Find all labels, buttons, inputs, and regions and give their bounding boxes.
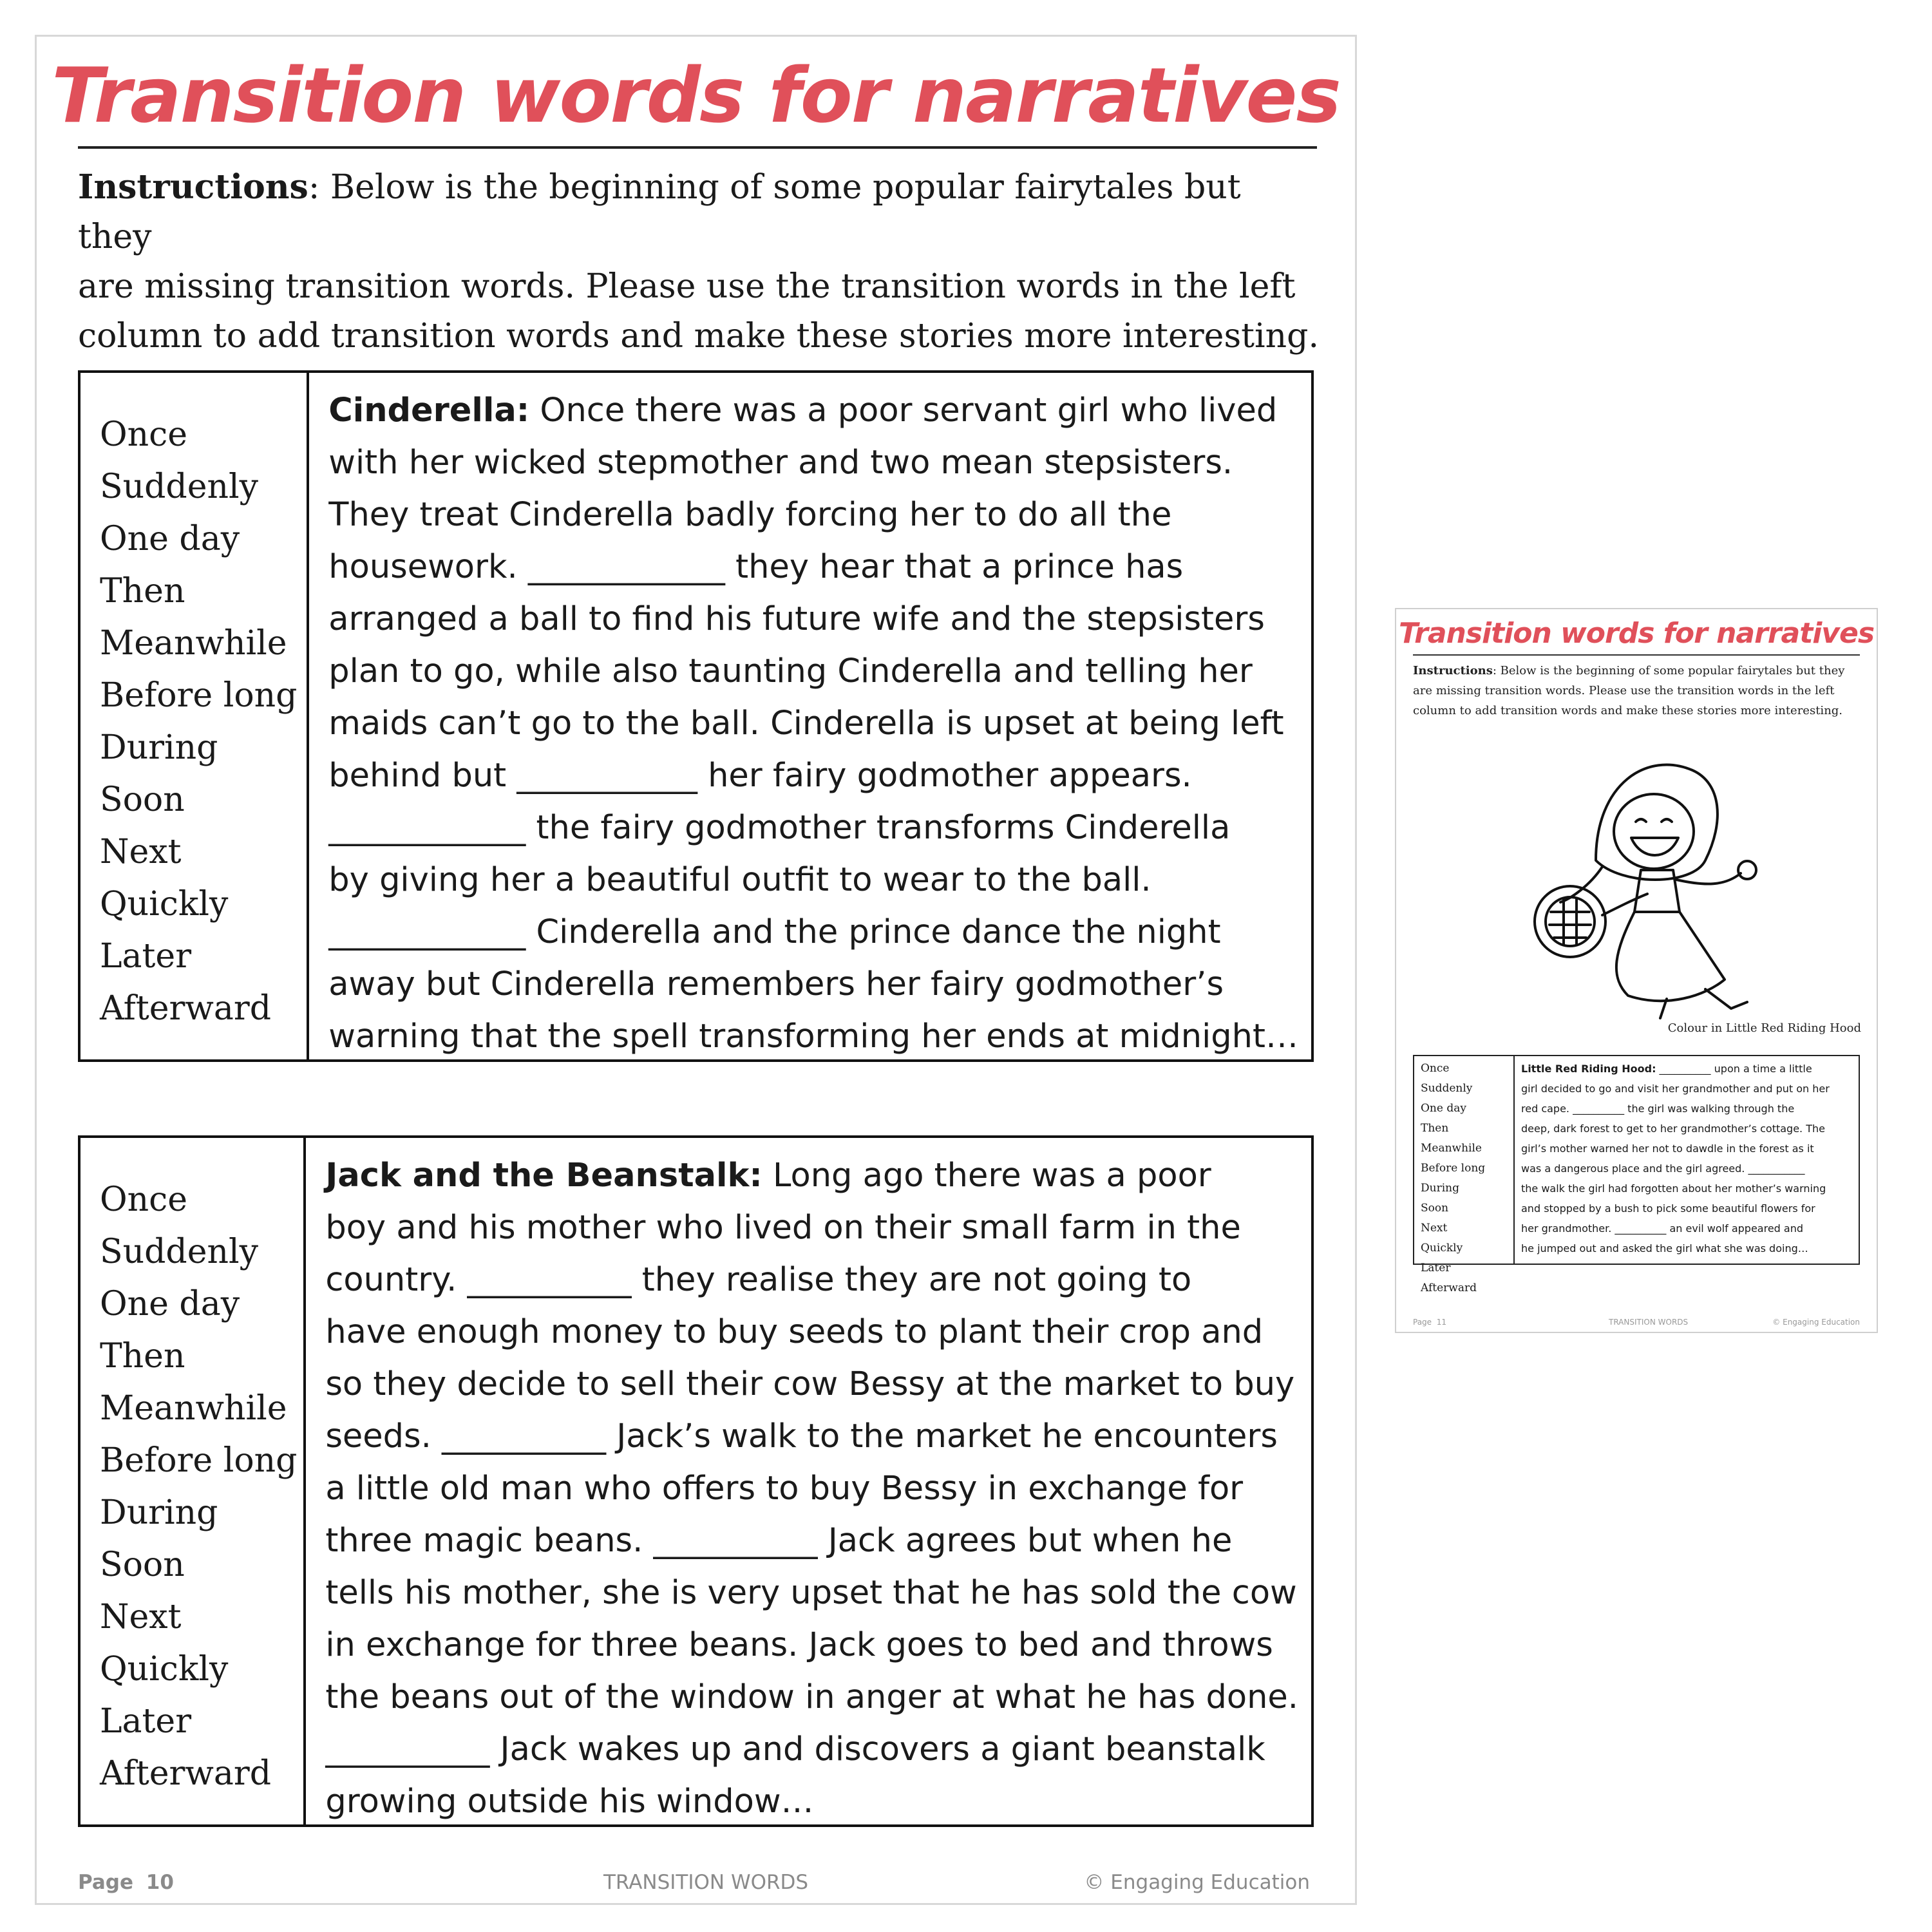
thumbnail-instructions-line: column to add transition words and make these stories more interesting. xyxy=(1413,704,1843,717)
story-line: deep, dark forest to get to her grandmother’s cottage. The xyxy=(1521,1122,1825,1135)
transition-word: Once xyxy=(1421,1062,1450,1075)
transition-word: One day xyxy=(100,520,240,558)
thumbnail-instructions xyxy=(1413,661,1864,721)
story-line: by giving her a beautiful outfit to wear to the ball. xyxy=(328,861,1151,899)
thumbnail-title: Transition words for narratives xyxy=(1398,617,1875,650)
story-line: girl’s mother warned her not to dawdle in the forest as it xyxy=(1521,1142,1814,1155)
transition-word: Next xyxy=(100,1598,182,1636)
thumbnail-footer-copyright: © Engaging Education xyxy=(1772,1318,1860,1327)
thumbnail-instructions-line: are missing transition words. Please use the transition words in the left xyxy=(1413,684,1835,697)
story-line: have enough money to buy seeds to plant their crop and xyxy=(325,1313,1264,1351)
thumbnail-instructions-line: : Below is the beginning of some popular fairytales but they xyxy=(1492,664,1845,677)
thumbnail-table xyxy=(1413,1055,1860,1294)
transition-word: One day xyxy=(1421,1102,1466,1115)
story-line: ____________ the fairy godmother transforms Cinderella xyxy=(328,809,1231,847)
footer-section: TRANSITION WORDS xyxy=(603,1871,809,1894)
thumbnail-footer-section: TRANSITION WORDS xyxy=(1609,1318,1689,1327)
beanstalk-table xyxy=(78,1135,1314,1827)
story-line: he jumped out and asked the girl what she was doing… xyxy=(1521,1242,1808,1255)
story-line: warning that the spell transforming her ends at midnight… xyxy=(328,1018,1298,1056)
footer-copyright: © Engaging Education xyxy=(1084,1871,1310,1894)
transition-word: Meanwhile xyxy=(100,624,287,663)
transition-word: Soon xyxy=(1421,1202,1449,1215)
transition-word: Quickly xyxy=(100,885,229,923)
story-line: so they decide to sell their cow Bessy at the market to buy xyxy=(325,1365,1295,1403)
instructions-line: : Below is the beginning of some popular fairytales but they xyxy=(78,168,1241,256)
transition-word: One day xyxy=(100,1285,240,1323)
story-line: in exchange for three beans. Jack goes to bed and throws xyxy=(325,1626,1273,1664)
story-line: away but Cinderella remembers her fairy godmother’s xyxy=(328,965,1224,1003)
story-line: with her wicked stepmother and two mean stepsisters. xyxy=(328,444,1233,482)
transition-word: Afterward xyxy=(1421,1282,1477,1294)
story-line: ____________ Cinderella and the prince dance the night xyxy=(328,913,1221,951)
instructions-line: column to add transition words and make these stories more interesting. xyxy=(78,317,1319,355)
title-divider xyxy=(78,146,1317,149)
transition-word-list xyxy=(80,1138,306,1824)
transition-word: Soon xyxy=(100,781,185,819)
story-line: Once there was a poor servant girl who lived xyxy=(529,392,1278,430)
story-title: Cinderella: xyxy=(328,392,530,430)
transition-word: Suddenly xyxy=(100,468,258,506)
transition-word: Meanwhile xyxy=(100,1389,287,1428)
story-line: maids can’t go to the ball. Cinderella is upset at being left xyxy=(328,705,1284,743)
transition-word: Suddenly xyxy=(100,1233,258,1271)
thumbnail-page-number: Page 11 xyxy=(1413,1318,1446,1327)
transition-word: Later xyxy=(1421,1262,1451,1274)
transition-word: Then xyxy=(100,1337,185,1376)
transition-word: Afterward xyxy=(100,1754,272,1793)
red-riding-hood-story xyxy=(1515,1056,1859,1264)
instructions-label: Instructions xyxy=(78,167,308,207)
transition-word: Next xyxy=(1421,1222,1448,1235)
story-line: plan to go, while also taunting Cinderella and telling her xyxy=(328,652,1253,690)
transition-word: Once xyxy=(100,1180,188,1219)
transition-word: Suddenly xyxy=(1421,1082,1473,1095)
instructions-line: are missing transition words. Please use the transition words in the left xyxy=(78,267,1296,306)
transition-word: Before long xyxy=(1421,1162,1486,1175)
page-title: Transition words for narratives xyxy=(52,51,1340,140)
transition-word-list xyxy=(80,373,309,1059)
beanstalk-story xyxy=(306,1138,1311,1824)
story-line: boy and his mother who lived on their small farm in the xyxy=(325,1209,1241,1247)
transition-word: Before long xyxy=(100,676,298,715)
illustration-caption: Colour in Little Red Riding Hood xyxy=(1667,1021,1861,1035)
story-line: __________ upon a time a little xyxy=(1656,1063,1812,1075)
red-riding-hood-illustration xyxy=(1499,725,1795,1021)
transition-word: During xyxy=(100,1493,218,1532)
story-title: Jack and the Beanstalk: xyxy=(325,1157,762,1195)
story-line: was a dangerous place and the girl agreed. ___________ xyxy=(1521,1162,1805,1175)
story-line: growing outside his window… xyxy=(325,1783,814,1821)
story-line: __________ Jack wakes up and discovers a giant beanstalk xyxy=(325,1730,1265,1768)
story-line: a little old man who offers to buy Bessy in exchange for xyxy=(325,1470,1244,1508)
story-line: Long ago there was a poor xyxy=(762,1157,1211,1195)
story-line: seeds. __________ Jack’s walk to the market he encounters xyxy=(325,1417,1278,1455)
page-number: Page 10 xyxy=(78,1871,174,1894)
story-line: the beans out of the window in anger at what he has done. xyxy=(325,1678,1298,1716)
transition-word: Next xyxy=(100,833,182,871)
story-line: tells his mother, she is very upset that he has sold the cow xyxy=(325,1574,1297,1612)
cinderella-story xyxy=(309,373,1311,1059)
thumbnail-word-list xyxy=(1414,1056,1515,1294)
instructions xyxy=(78,162,1321,361)
transition-word: Once xyxy=(100,415,188,454)
thumbnail-instructions-label: Instructions xyxy=(1413,664,1493,677)
story-line: and stopped by a bush to pick some beautiful flowers for xyxy=(1521,1202,1815,1215)
story-line: arranged a ball to find his future wife and the stepsisters xyxy=(328,600,1265,638)
transition-word: Quickly xyxy=(100,1650,229,1689)
story-line: girl decided to go and visit her grandmother and put on her xyxy=(1521,1083,1830,1095)
story-title: Little Red Riding Hood: xyxy=(1521,1063,1656,1075)
transition-word: Then xyxy=(100,572,185,611)
story-line: three magic beans. __________ Jack agrees but when he xyxy=(325,1522,1233,1560)
next-page-thumbnail xyxy=(1395,608,1878,1333)
transition-word: Soon xyxy=(100,1546,185,1584)
cinderella-table xyxy=(78,370,1314,1062)
transition-word: Afterward xyxy=(100,989,272,1028)
worksheet-page xyxy=(35,35,1357,1905)
story-line: country. __________ they realise they are not going to xyxy=(325,1261,1192,1299)
story-line: the walk the girl had forgotten about her mother’s warning xyxy=(1521,1182,1826,1195)
transition-word: During xyxy=(100,728,218,767)
story-line: behind but ___________ her fairy godmother appears. xyxy=(328,757,1192,795)
transition-word: Later xyxy=(100,1702,192,1741)
transition-word: Before long xyxy=(100,1441,298,1480)
story-line: red cape. __________ the girl was walking through the xyxy=(1521,1103,1795,1115)
story-line: housework. ____________ they hear that a prince has xyxy=(328,548,1184,586)
story-line: her grandmother. __________ an evil wolf appeared and xyxy=(1521,1222,1804,1235)
transition-word: During xyxy=(1421,1182,1459,1195)
story-line: They treat Cinderella badly forcing her to do all the xyxy=(328,496,1172,534)
thumbnail-title-divider xyxy=(1413,654,1860,656)
transition-word: Meanwhile xyxy=(1421,1142,1482,1155)
transition-word: Then xyxy=(1421,1122,1449,1135)
transition-word: Later xyxy=(100,937,192,976)
transition-word: Quickly xyxy=(1421,1242,1463,1255)
